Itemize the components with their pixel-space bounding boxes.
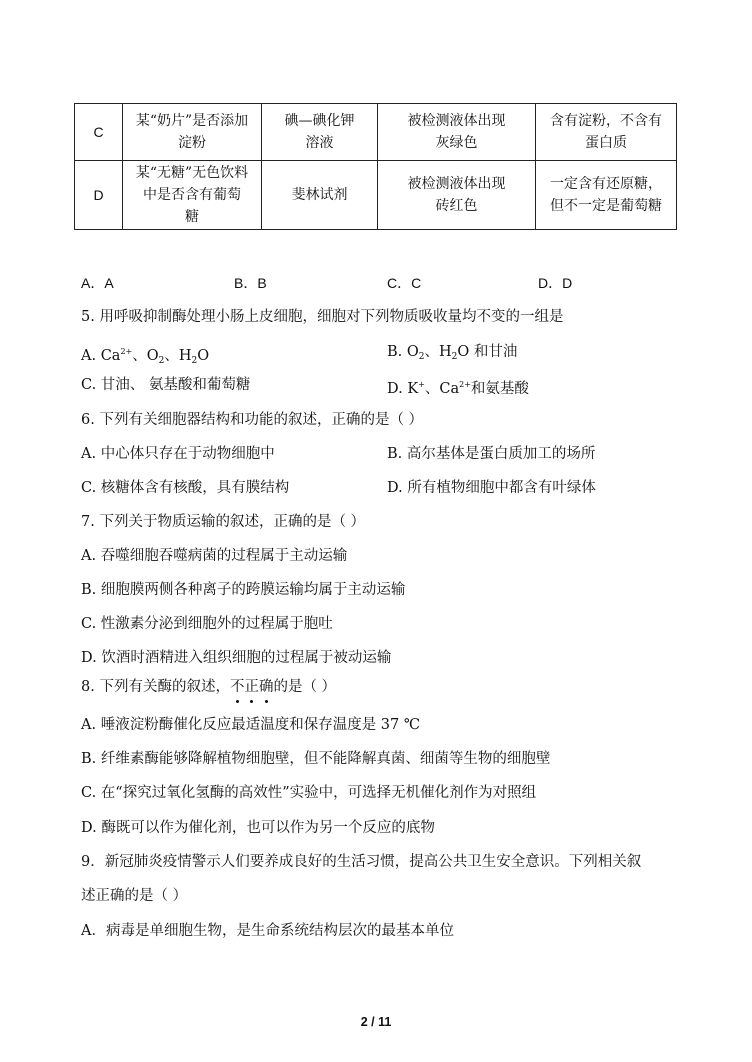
q7-option-c: C. 性激素分泌到细胞外的过程属于胞吐: [81, 616, 333, 632]
table-cell: 被检测液体出现 砖红色: [378, 161, 536, 230]
q4-option-b: B．B: [234, 275, 267, 291]
q6-option-a: A. 中心体只存在于动物细胞中: [81, 446, 275, 462]
q7-option-d: D. 饮酒时酒精进入组织细胞的过程属于被动运输: [81, 650, 392, 666]
q5-option-a: A. $Ca^{2+}$、$O_2$、$H_2O$: [81, 347, 210, 366]
table-row: [75, 161, 677, 230]
emphasis-char: 正: [244, 679, 259, 695]
page-number: 2 / 11: [360, 1015, 392, 1029]
q5-option-c: C. 甘油、 氨基酸和葡萄糖: [81, 377, 251, 393]
table-cell: 一定含有还原糖， 但不一定是葡萄糖: [536, 161, 677, 230]
q7-option-b: B. 细胞膜两侧各种离子的跨膜运输均属于主动运输: [81, 582, 406, 598]
q5-option-b: B. $O_2$、$H_2O$ 和甘油: [387, 344, 518, 362]
table-cell: 某“奶片”是否添加 淀粉: [123, 104, 262, 161]
q6-option-b: B. 高尔基体是蛋白质加工的场所: [387, 446, 596, 462]
q6-option-c: C. 核糖体含有核酸，具有膜结构: [81, 480, 290, 496]
q8-option-b: B. 纤维素酶能够降解植物细胞壁，但不能降解真菌、细菌等生物的细胞壁: [81, 751, 551, 767]
q7-option-a: A. 吞噬细胞吞噬病菌的过程属于主动运输: [81, 548, 348, 564]
emphasis-char: 确: [258, 679, 274, 695]
q8-stem: 8. 下列有关酶的叙述，不正确的是（ ）: [81, 679, 337, 695]
table-cell: 某“无糖”无色饮料 中是否含有葡萄 糖: [123, 161, 262, 230]
q6-option-d: D. 所有植物细胞中都含有叶绿体: [387, 480, 596, 496]
q4-option-a: A．A: [81, 275, 114, 291]
table-row: [75, 104, 677, 161]
experiment-table: [74, 103, 677, 230]
emphasis-char: 不: [229, 679, 245, 695]
q4-option-c: C．C: [387, 275, 422, 291]
q5-option-d: D. K+、$Ca^{2+}$和氨基酸: [387, 380, 529, 397]
q5-stem: 5. 用呼吸抑制酶处理小肠上皮细胞，细胞对下列物质吸收量均不变的一组是: [81, 309, 564, 325]
table-cell: 斐林试剂: [262, 161, 378, 230]
q7-stem: 7. 下列关于物质运输的叙述，正确的是（ ）: [81, 514, 366, 530]
q9-option-a: A．病毒是单细胞生物，是生命系统结构层次的最基本单位: [81, 923, 454, 939]
q6-stem: 6. 下列有关细胞器结构和功能的叙述，正确的是（ ）: [81, 412, 424, 428]
table-cell: 碘—碘化钾 溶液: [262, 104, 378, 161]
q9-stem-line1: 9．新冠肺炎疫情警示人们要养成良好的生活习惯，提高公共卫生安全意识。下列相关叙: [81, 854, 642, 870]
q4-option-d: D．D: [538, 275, 573, 291]
q8-option-c: C. 在“探究过氧化氢酶的高效性”实验中，可选择无机催化剂作为对照组: [81, 785, 537, 801]
table-cell: D: [75, 161, 123, 230]
table-cell: 被检测液体出现 灰绿色: [378, 104, 536, 161]
q8-option-a: A. 唾液淀粉酶催化反应最适温度和保存温度是 37 ℃: [81, 717, 421, 733]
q8-option-d: D. 酶既可以作为催化剂，也可以作为另一个反应的底物: [81, 820, 435, 836]
table-cell: 含有淀粉，不含有 蛋白质: [536, 104, 677, 161]
q9-stem-line2: 述正确的是（ ）: [81, 888, 188, 904]
table-cell: C: [75, 104, 123, 161]
